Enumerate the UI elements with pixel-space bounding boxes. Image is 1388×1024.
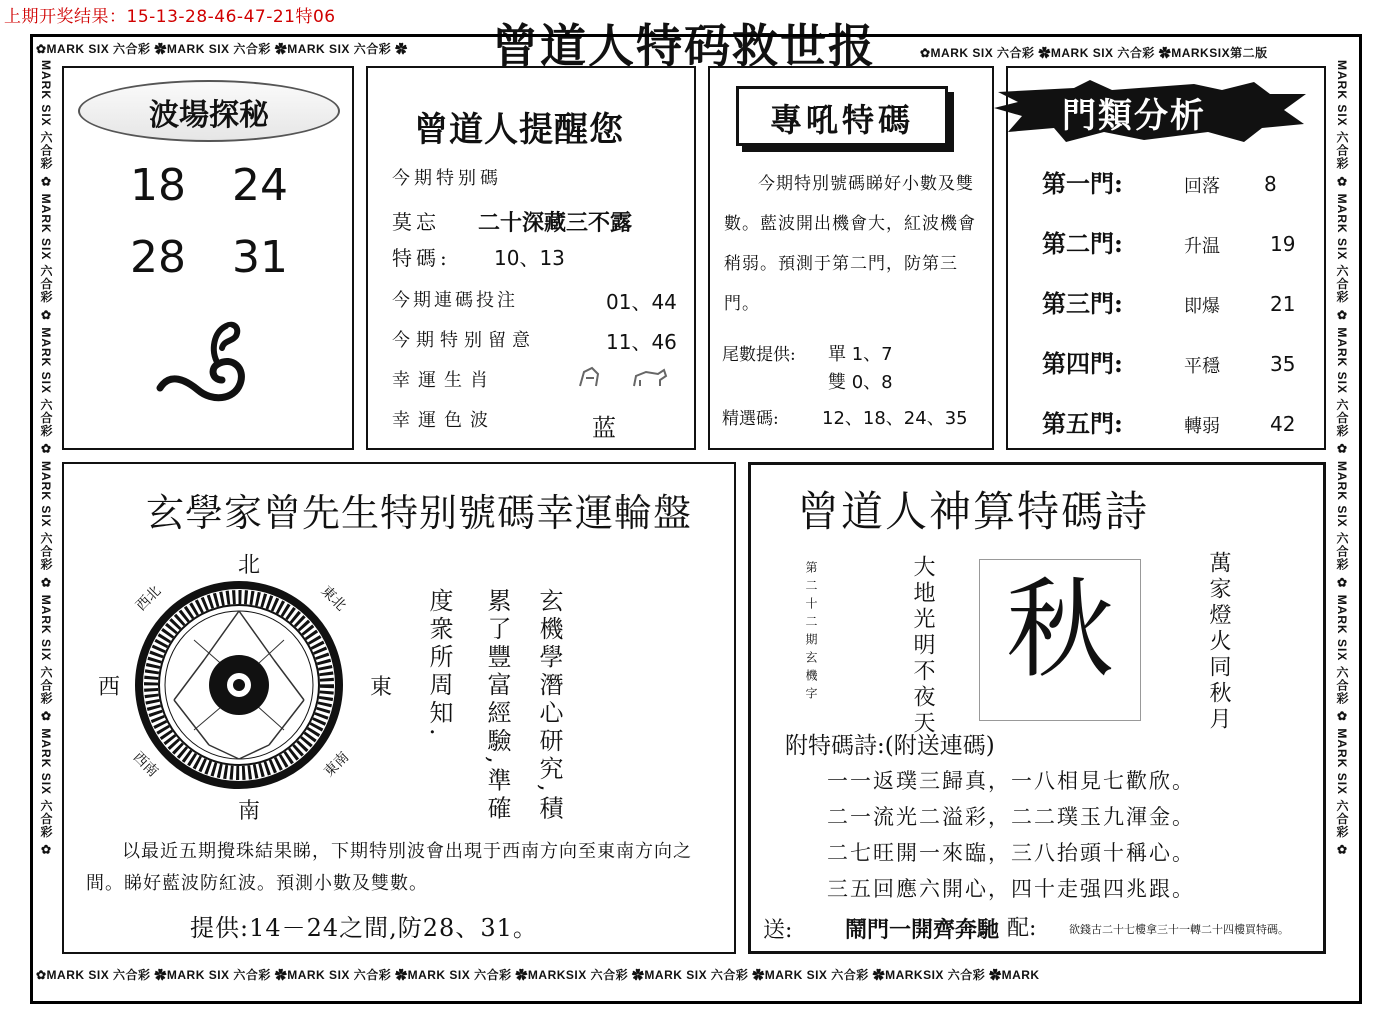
- wave-number: 28: [130, 232, 186, 283]
- wheel-vertical-text: 累了豐富經驗,準確: [483, 588, 511, 824]
- dir-northwest: 西北: [133, 583, 165, 615]
- poem-line-a: 大地光明不夜天: [910, 555, 935, 737]
- dir-east: 東: [370, 675, 393, 700]
- reminder-row-value: 蓝: [592, 414, 616, 442]
- dir-south: 南: [238, 799, 261, 824]
- wheel-vertical-text: 玄機學潛心研究,積: [535, 588, 563, 824]
- wheel-panel: [62, 462, 736, 954]
- pei-text: 欲錢古二十七樓拿三十一轉二十四樓買特碼。: [1069, 923, 1289, 936]
- gate-name: 第五門:: [1042, 409, 1123, 438]
- send-text: 鬧門一開齊奔馳: [845, 917, 1000, 943]
- special-title: 專吼特碼: [769, 101, 914, 139]
- wheel-body: 以最近五期攪珠結果睇，下期特別波會出現于西南方向至東南方向之間。睇好藍波防紅波。預測小數及雙數。: [86, 841, 692, 894]
- wheel-provide: 提供:14－24之間,防28、31。: [190, 914, 538, 942]
- wave-number: 31: [232, 232, 288, 283]
- gate-name: 第三門:: [1042, 289, 1123, 318]
- poem-big-char: 秋: [1005, 568, 1114, 693]
- zodiac-animals-icon: [574, 362, 674, 392]
- reminder-row-label: 莫忘: [392, 210, 440, 234]
- picks-value: 12、18、24、35: [822, 408, 968, 429]
- frame-strip-top-right: ✿MARK SIX 六合彩 ✿MARK SIX 六合彩 ✿MARKSIX第二版: [920, 46, 1268, 60]
- gate-number: 19: [1270, 232, 1296, 256]
- reminder-row-label: 特碼:: [392, 246, 451, 270]
- poem-line: 二一流光二溢彩，二二璞玉九渾金。: [827, 805, 1195, 829]
- reminder-row-label: 幸運生肖: [392, 370, 496, 391]
- send-label: 送:: [763, 918, 793, 943]
- poem-panel: [748, 462, 1326, 954]
- gate-trend: 即爆: [1184, 296, 1220, 317]
- reminder-row-label: 今期連碼投注: [392, 290, 518, 311]
- tail-label: 尾數提供:: [722, 345, 796, 365]
- reminder-row-label: 幸運色波: [392, 410, 496, 431]
- reminder-row-value: 01、44: [606, 290, 677, 314]
- gates-panel: [1006, 66, 1326, 450]
- wave-panel-title: 波場探秘: [149, 98, 269, 133]
- pei-label: 配:: [1007, 916, 1037, 941]
- gate-number: 35: [1270, 352, 1296, 376]
- poem-line: 二七旺開一來臨，三八抬頭十稱心。: [827, 841, 1195, 865]
- dir-southwest: 西南: [129, 749, 161, 781]
- gate-trend: 平穩: [1184, 356, 1220, 377]
- reminder-row-label: 今期特别留意: [392, 330, 536, 351]
- gate-trend: 升温: [1184, 236, 1220, 257]
- gate-trend: 轉弱: [1184, 416, 1220, 437]
- reminder-title: 曾道人提醒您: [414, 110, 624, 150]
- gate-trend: 回落: [1184, 176, 1220, 197]
- wheel-vertical-text: 度衆所周知.: [425, 588, 453, 740]
- poem-big-char-box: [979, 559, 1141, 721]
- tail-double: 雙 0、8: [828, 372, 893, 393]
- poem-line: 三五回應六開心，四十走强四兆跟。: [827, 877, 1195, 901]
- last-draw-result: 上期开奖结果：15-13-28-46-47-21特06: [4, 7, 336, 27]
- gate-name: 第四門:: [1042, 349, 1123, 378]
- wave-number: 24: [232, 160, 288, 211]
- gates-title: 門類分析: [1062, 96, 1206, 136]
- poem-line-b: 萬家燈火同秋月: [1206, 551, 1231, 733]
- reminder-panel: [366, 66, 696, 450]
- special-title-box: [736, 86, 948, 146]
- reminder-row-value: 二十深藏三不露: [478, 210, 633, 236]
- dir-west: 西: [98, 675, 121, 700]
- tail-single: 單 1、7: [828, 344, 893, 365]
- snake-illustration: [152, 320, 262, 410]
- reminder-row-value: 10、13: [494, 246, 565, 270]
- special-body: 今期特別號碼睇好小數及雙數。藍波開出機會大，紅波機會稍弱。預測于第二門，防第三門。: [724, 174, 976, 314]
- poem-title: 曾道人神算特碼詩: [797, 487, 1150, 536]
- frame-strip-right: MARK SIX 六合彩 ✿ MARK SIX 六合彩 ✿ MARK SIX 六合彩 ✿ MARK SIX 六合彩 ✿ MARK SIX 六合彩 ✿ MARK SIX 六合彩 ✿: [1335, 60, 1349, 858]
- wheel-title: 玄學家曾先生特别號碼幸運輪盤: [146, 491, 693, 535]
- poem-side-note: 第二十二期玄機字: [804, 561, 818, 705]
- lucky-wheel: [134, 580, 344, 790]
- gate-number: 21: [1270, 292, 1296, 316]
- wave-number: 18: [130, 160, 186, 211]
- picks-label: 精選碼:: [722, 409, 779, 429]
- gate-number: 8: [1264, 172, 1277, 196]
- reminder-row-value: 11、46: [606, 330, 677, 354]
- gate-name: 第二門:: [1042, 229, 1123, 258]
- frame-strip-top-left: ✿MARK SIX 六合彩 ✿MARK SIX 六合彩 ✿MARK SIX 六合彩 ✿: [36, 42, 408, 56]
- wave-panel: [62, 66, 354, 450]
- frame-strip-bottom: ✿MARK SIX 六合彩 ✿MARK SIX 六合彩 ✿MARK SIX 六合彩 ✿MARK SIX 六合彩 ✿MARKSIX 六合彩 ✿MARK SIX 六合彩 ✿MARK SIX 六合彩 ✿MARKSIX 六合彩 ✿MARK: [36, 968, 1040, 982]
- dir-northeast: 東北: [317, 583, 349, 615]
- reminder-row-label: 今期特别碼: [392, 168, 502, 189]
- frame-strip-left: MARK SIX 六合彩 ✿ MARK SIX 六合彩 ✿ MARK SIX 六合彩 ✿ MARK SIX 六合彩 ✿ MARK SIX 六合彩 ✿ MARK SIX 六合彩 ✿: [39, 60, 53, 858]
- wave-panel-title-oval: [78, 80, 340, 142]
- dir-north: 北: [238, 553, 261, 578]
- poem-subtitle: 附特碼詩:(附送連碼): [785, 733, 995, 759]
- special-code-panel: [708, 66, 994, 450]
- dir-southeast: 東南: [321, 749, 353, 781]
- masthead-title: 曾道人特码救世报: [492, 19, 876, 73]
- gate-name: 第一門:: [1042, 169, 1123, 198]
- gate-number: 42: [1270, 412, 1296, 436]
- poem-line: 一一返璞三歸真，一八相見七歡欣。: [827, 769, 1195, 793]
